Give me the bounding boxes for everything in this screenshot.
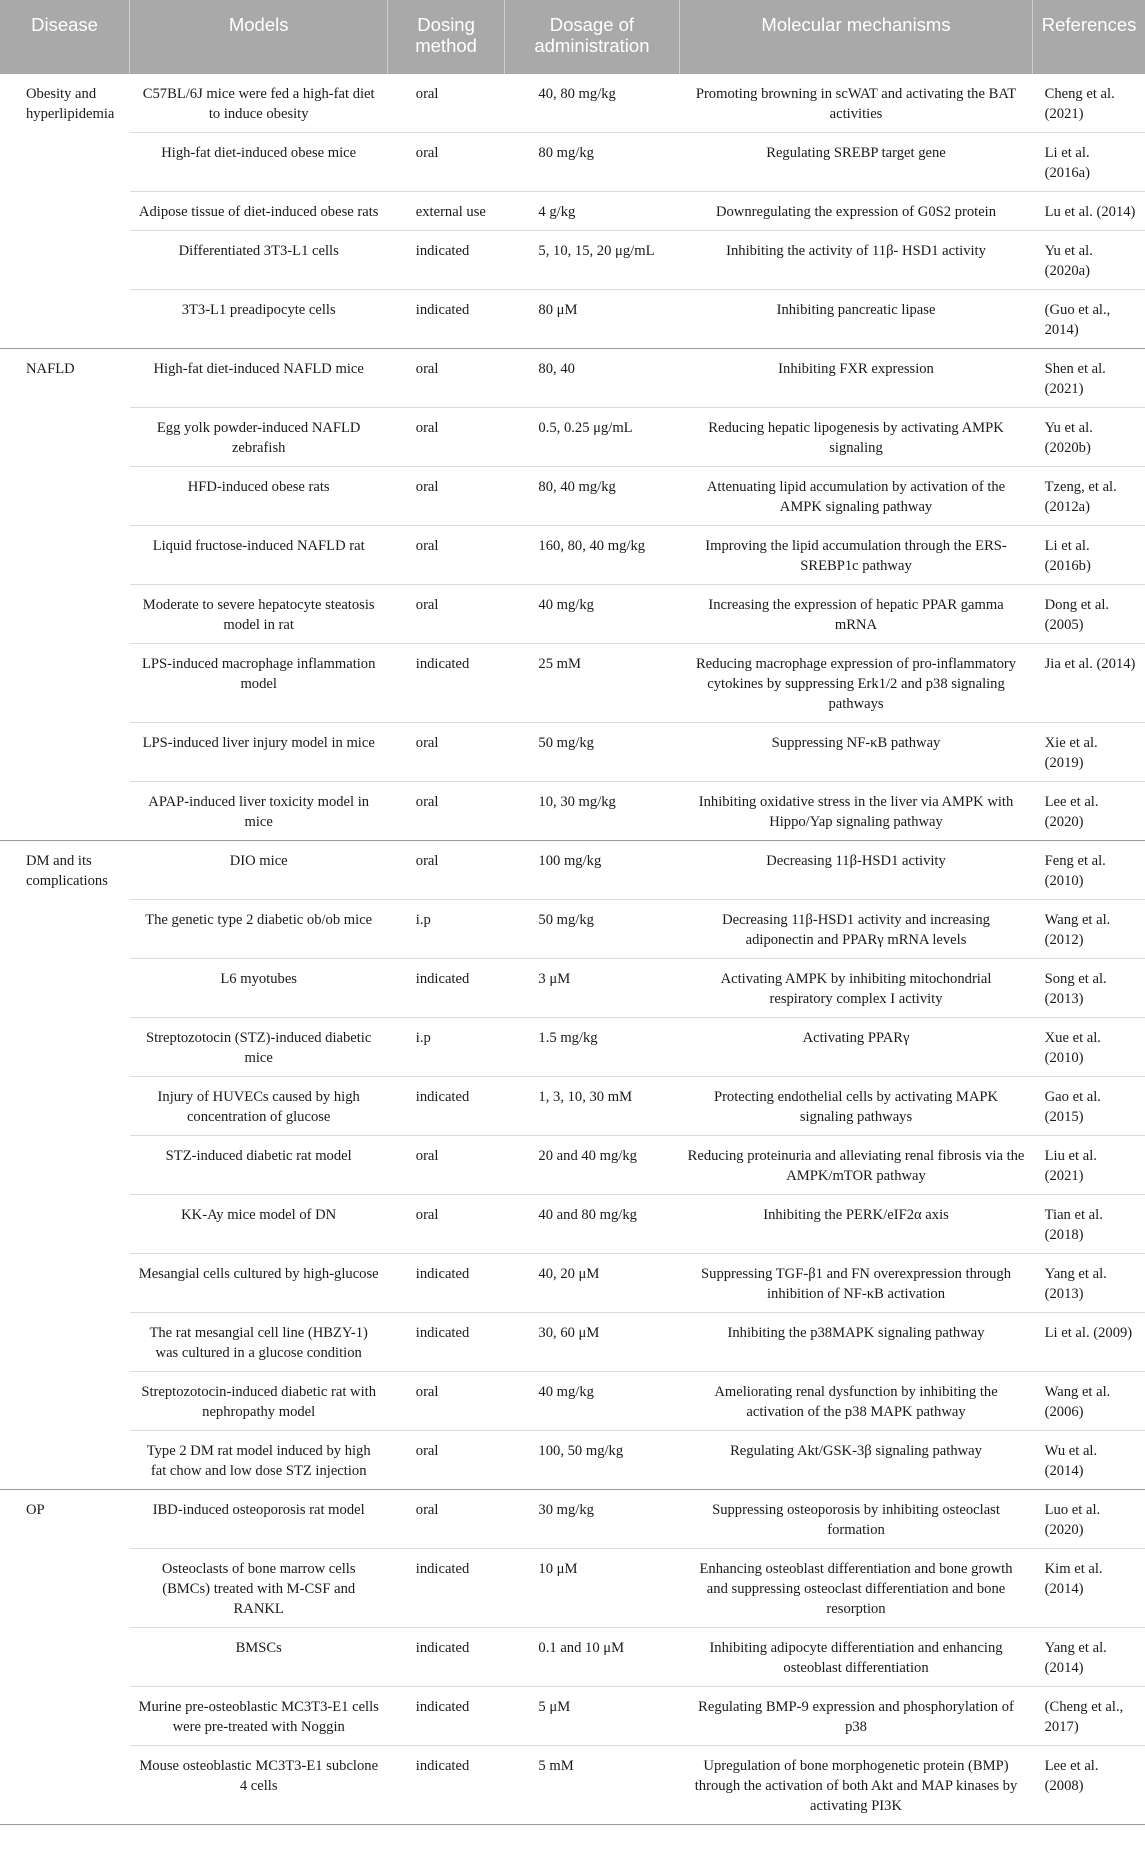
model-cell: The genetic type 2 diabetic ob/ob mice <box>130 900 388 959</box>
reference-cell: Li et al. (2016b) <box>1033 526 1145 585</box>
mechanism-cell: Reducing proteinuria and alleviating renal fibrosis via the AMPK/mTOR pathway <box>679 1136 1032 1195</box>
mechanism-cell: Decreasing 11β-HSD1 activity and increasing adiponectin and PPARγ mRNA levels <box>679 900 1032 959</box>
mechanism-cell: Attenuating lipid accumulation by activation of the AMPK signaling pathway <box>679 467 1032 526</box>
model-cell: LPS-induced liver injury model in mice <box>130 723 388 782</box>
table-row <box>0 467 1145 526</box>
model-cell: Murine pre-osteoblastic MC3T3-E1 cells were pre-treated with Noggin <box>130 1687 388 1746</box>
reference-cell: Kim et al. (2014) <box>1033 1549 1145 1628</box>
table-row <box>0 526 1145 585</box>
dosing-method-cell: i.p <box>388 900 505 959</box>
model-cell: LPS-induced macrophage inflammation model <box>130 644 388 723</box>
table-row <box>0 1490 1145 1549</box>
dosing-method-cell: oral <box>388 1490 505 1549</box>
mechanism-cell: Inhibiting the activity of 11β- HSD1 activity <box>679 231 1032 290</box>
dosage-cell: 40, 80 mg/kg <box>504 74 679 133</box>
dosing-method-cell: oral <box>388 133 505 192</box>
table-header <box>0 0 1145 74</box>
mechanism-cell: Inhibiting pancreatic lipase <box>679 290 1032 349</box>
dosage-cell: 20 and 40 mg/kg <box>504 1136 679 1195</box>
model-cell: High-fat diet-induced NAFLD mice <box>130 349 388 408</box>
reference-cell: Cheng et al. (2021) <box>1033 74 1145 133</box>
mechanism-cell: Activating AMPK by inhibiting mitochondrial respiratory complex I activity <box>679 959 1032 1018</box>
model-cell: HFD-induced obese rats <box>130 467 388 526</box>
table-row <box>0 408 1145 467</box>
table-row <box>0 1313 1145 1372</box>
dosing-method-cell: external use <box>388 192 505 231</box>
mechanism-cell: Downregulating the expression of G0S2 protein <box>679 192 1032 231</box>
model-cell: Streptozotocin-induced diabetic rat with nephropathy model <box>130 1372 388 1431</box>
dosing-method-cell: oral <box>388 526 505 585</box>
dosing-method-cell: indicated <box>388 1628 505 1687</box>
model-cell: Egg yolk powder-induced NAFLD zebrafish <box>130 408 388 467</box>
model-cell: Adipose tissue of diet-induced obese rats <box>130 192 388 231</box>
reference-cell: Wang et al. (2006) <box>1033 1372 1145 1431</box>
dosing-method-cell: oral <box>388 1195 505 1254</box>
model-cell: High-fat diet-induced obese mice <box>130 133 388 192</box>
table-row <box>0 192 1145 231</box>
model-cell: DIO mice <box>130 841 388 900</box>
dosage-cell: 30, 60 μM <box>504 1313 679 1372</box>
reference-cell: Lee et al. (2008) <box>1033 1746 1145 1825</box>
dosing-method-cell: indicated <box>388 1746 505 1825</box>
dosage-cell: 80, 40 mg/kg <box>504 467 679 526</box>
table-row <box>0 1687 1145 1746</box>
dosage-cell: 30 mg/kg <box>504 1490 679 1549</box>
dosage-cell: 100 mg/kg <box>504 841 679 900</box>
reference-cell: Luo et al. (2020) <box>1033 1490 1145 1549</box>
dosing-method-cell: indicated <box>388 644 505 723</box>
dosing-method-cell: oral <box>388 1136 505 1195</box>
dosage-cell: 80 mg/kg <box>504 133 679 192</box>
disease-cell: DM and its complications <box>0 841 130 1490</box>
dosage-cell: 80 μM <box>504 290 679 349</box>
model-cell: Liquid fructose-induced NAFLD rat <box>130 526 388 585</box>
dosage-cell: 5, 10, 15, 20 μg/mL <box>504 231 679 290</box>
model-cell: Streptozotocin (STZ)-induced diabetic mice <box>130 1018 388 1077</box>
reference-cell: Li et al. (2009) <box>1033 1313 1145 1372</box>
dosage-cell: 3 μM <box>504 959 679 1018</box>
reference-cell: Lee et al. (2020) <box>1033 782 1145 841</box>
dosage-cell: 40, 20 μM <box>504 1254 679 1313</box>
table-row <box>0 1372 1145 1431</box>
reference-cell: Yang et al. (2014) <box>1033 1628 1145 1687</box>
dosage-cell: 160, 80, 40 mg/kg <box>504 526 679 585</box>
mechanism-cell: Inhibiting adipocyte differentiation and enhancing osteoblast differentiation <box>679 1628 1032 1687</box>
mechanism-cell: Inhibiting oxidative stress in the liver via AMPK with Hippo/Yap signaling pathway <box>679 782 1032 841</box>
dosing-method-cell: oral <box>388 349 505 408</box>
mechanism-cell: Activating PPARγ <box>679 1018 1032 1077</box>
dosage-cell: 10 μM <box>504 1549 679 1628</box>
mechanism-cell: Suppressing NF-κB pathway <box>679 723 1032 782</box>
reference-cell: Xue et al. (2010) <box>1033 1018 1145 1077</box>
mechanism-cell: Inhibiting the p38MAPK signaling pathway <box>679 1313 1032 1372</box>
reference-cell: Liu et al. (2021) <box>1033 1136 1145 1195</box>
reference-cell: Wang et al. (2012) <box>1033 900 1145 959</box>
dosing-method-cell: oral <box>388 1372 505 1431</box>
model-cell: C57BL/6J mice were fed a high-fat diet to induce obesity <box>130 74 388 133</box>
dosing-method-cell: indicated <box>388 1077 505 1136</box>
reference-cell: Song et al. (2013) <box>1033 959 1145 1018</box>
model-cell: Moderate to severe hepatocyte steatosis model in rat <box>130 585 388 644</box>
dosing-method-cell: oral <box>388 841 505 900</box>
dosing-method-cell: indicated <box>388 959 505 1018</box>
dosage-cell: 5 mM <box>504 1746 679 1825</box>
dosing-method-cell: oral <box>388 723 505 782</box>
mechanism-cell: Reducing macrophage expression of pro-inflammatory cytokines by suppressing Erk1/2 and p38 signaling pathways <box>679 644 1032 723</box>
table-row <box>0 133 1145 192</box>
reference-cell: Xie et al. (2019) <box>1033 723 1145 782</box>
model-cell: 3T3-L1 preadipocyte cells <box>130 290 388 349</box>
table-row <box>0 1254 1145 1313</box>
dosage-cell: 40 and 80 mg/kg <box>504 1195 679 1254</box>
table-row <box>0 723 1145 782</box>
table-row <box>0 349 1145 408</box>
dosage-cell: 80, 40 <box>504 349 679 408</box>
header-mechanisms: Molecular mechanisms <box>679 0 1032 74</box>
table-row <box>0 841 1145 900</box>
disease-cell: OP <box>0 1490 130 1825</box>
table-row <box>0 1136 1145 1195</box>
dosing-method-cell: indicated <box>388 1254 505 1313</box>
reference-cell: Tzeng, et al. (2012a) <box>1033 467 1145 526</box>
dosage-cell: 40 mg/kg <box>504 585 679 644</box>
dosing-method-cell: indicated <box>388 1549 505 1628</box>
dosing-method-cell: oral <box>388 74 505 133</box>
table-row <box>0 290 1145 349</box>
disease-cell: Obesity and hyperlipidemia <box>0 74 130 349</box>
reference-cell: Yu et al. (2020a) <box>1033 231 1145 290</box>
dosing-method-cell: oral <box>388 585 505 644</box>
table-row <box>0 74 1145 133</box>
header-dosage: Dosage of administration <box>504 0 679 74</box>
reference-cell: Dong et al. (2005) <box>1033 585 1145 644</box>
dosage-cell: 0.5, 0.25 μg/mL <box>504 408 679 467</box>
mechanism-cell: Promoting browning in scWAT and activating the BAT activities <box>679 74 1032 133</box>
model-cell: KK-Ay mice model of DN <box>130 1195 388 1254</box>
table-row <box>0 1628 1145 1687</box>
disease-cell: NAFLD <box>0 349 130 841</box>
reference-cell: Yu et al. (2020b) <box>1033 408 1145 467</box>
reference-cell: Shen et al. (2021) <box>1033 349 1145 408</box>
table-body <box>0 74 1145 1825</box>
dosing-method-cell: indicated <box>388 1313 505 1372</box>
reference-cell: Wu et al. (2014) <box>1033 1431 1145 1490</box>
reference-cell: Gao et al. (2015) <box>1033 1077 1145 1136</box>
mechanism-cell: Regulating Akt/GSK-3β signaling pathway <box>679 1431 1032 1490</box>
mechanism-cell: Regulating BMP-9 expression and phosphorylation of p38 <box>679 1687 1032 1746</box>
reference-cell: (Guo et al., 2014) <box>1033 290 1145 349</box>
table-row <box>0 782 1145 841</box>
dosage-cell: 25 mM <box>504 644 679 723</box>
dosing-method-cell: oral <box>388 782 505 841</box>
mechanism-cell: Upregulation of bone morphogenetic protein (BMP) through the activation of both Akt and MAP kinases by activating PI3K <box>679 1746 1032 1825</box>
reference-cell: Tian et al. (2018) <box>1033 1195 1145 1254</box>
dosage-cell: 5 μM <box>504 1687 679 1746</box>
reference-cell: (Cheng et al., 2017) <box>1033 1687 1145 1746</box>
dosage-cell: 10, 30 mg/kg <box>504 782 679 841</box>
model-cell: Injury of HUVECs caused by high concentration of glucose <box>130 1077 388 1136</box>
mechanism-cell: Suppressing osteoporosis by inhibiting osteoclast formation <box>679 1490 1032 1549</box>
mechanism-cell: Reducing hepatic lipogenesis by activating AMPK signaling <box>679 408 1032 467</box>
dosage-cell: 4 g/kg <box>504 192 679 231</box>
header-row <box>0 0 1145 74</box>
table-row <box>0 1018 1145 1077</box>
dosage-cell: 1, 3, 10, 30 mM <box>504 1077 679 1136</box>
table-row <box>0 231 1145 290</box>
header-references: References <box>1033 0 1145 74</box>
reference-cell: Feng et al. (2010) <box>1033 841 1145 900</box>
table-row <box>0 1746 1145 1825</box>
table-row <box>0 1195 1145 1254</box>
model-cell: Osteoclasts of bone marrow cells (BMCs) treated with M-CSF and RANKL <box>130 1549 388 1628</box>
table-row <box>0 1077 1145 1136</box>
mechanism-cell: Decreasing 11β-HSD1 activity <box>679 841 1032 900</box>
table-row <box>0 1431 1145 1490</box>
model-cell: Mesangial cells cultured by high-glucose <box>130 1254 388 1313</box>
mechanism-cell: Increasing the expression of hepatic PPAR gamma mRNA <box>679 585 1032 644</box>
model-cell: IBD-induced osteoporosis rat model <box>130 1490 388 1549</box>
reference-cell: Li et al. (2016a) <box>1033 133 1145 192</box>
table-row <box>0 644 1145 723</box>
model-cell: Type 2 DM rat model induced by high fat chow and low dose STZ injection <box>130 1431 388 1490</box>
mechanism-cell: Protecting endothelial cells by activating MAPK signaling pathways <box>679 1077 1032 1136</box>
mechanism-cell: Regulating SREBP target gene <box>679 133 1032 192</box>
dosage-cell: 50 mg/kg <box>504 900 679 959</box>
mechanism-cell: Ameliorating renal dysfunction by inhibiting the activation of the p38 MAPK pathway <box>679 1372 1032 1431</box>
dosing-method-cell: indicated <box>388 290 505 349</box>
table-row <box>0 1549 1145 1628</box>
dosage-cell: 50 mg/kg <box>504 723 679 782</box>
mechanism-cell: Inhibiting the PERK/eIF2α axis <box>679 1195 1032 1254</box>
dosage-cell: 1.5 mg/kg <box>504 1018 679 1077</box>
reference-cell: Lu et al. (2014) <box>1033 192 1145 231</box>
table-row <box>0 900 1145 959</box>
mechanism-cell: Enhancing osteoblast differentiation and bone growth and suppressing osteoclast differentiation and bone resorption <box>679 1549 1032 1628</box>
table-row <box>0 585 1145 644</box>
table-row <box>0 959 1145 1018</box>
dosing-method-cell: indicated <box>388 231 505 290</box>
dosing-method-cell: oral <box>388 408 505 467</box>
mechanism-cell: Suppressing TGF-β1 and FN overexpression through inhibition of NF-κB activation <box>679 1254 1032 1313</box>
model-cell: L6 myotubes <box>130 959 388 1018</box>
dosage-cell: 0.1 and 10 μM <box>504 1628 679 1687</box>
header-disease: Disease <box>0 0 130 74</box>
model-cell: The rat mesangial cell line (HBZY-1) was cultured in a glucose condition <box>130 1313 388 1372</box>
mechanism-cell: Improving the lipid accumulation through the ERS-SREBP1c pathway <box>679 526 1032 585</box>
header-models: Models <box>130 0 388 74</box>
mechanism-cell: Inhibiting FXR expression <box>679 349 1032 408</box>
model-cell: APAP-induced liver toxicity model in mice <box>130 782 388 841</box>
header-dosing-method: Dosing method <box>388 0 505 74</box>
dosage-cell: 100, 50 mg/kg <box>504 1431 679 1490</box>
model-cell: Mouse osteoblastic MC3T3-E1 subclone 4 cells <box>130 1746 388 1825</box>
dosage-cell: 40 mg/kg <box>504 1372 679 1431</box>
model-cell: Differentiated 3T3-L1 cells <box>130 231 388 290</box>
reference-cell: Jia et al. (2014) <box>1033 644 1145 723</box>
model-cell: BMSCs <box>130 1628 388 1687</box>
dosing-method-cell: oral <box>388 1431 505 1490</box>
dosing-method-cell: indicated <box>388 1687 505 1746</box>
model-cell: STZ-induced diabetic rat model <box>130 1136 388 1195</box>
dosing-method-cell: i.p <box>388 1018 505 1077</box>
dosing-method-cell: oral <box>388 467 505 526</box>
reference-cell: Yang et al. (2013) <box>1033 1254 1145 1313</box>
